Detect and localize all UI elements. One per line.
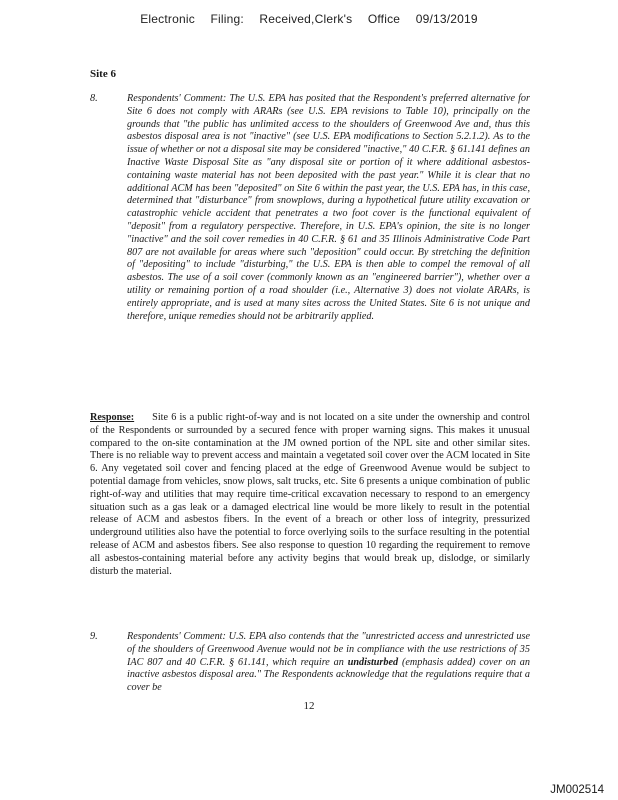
response-label: Response:	[90, 412, 135, 423]
section-title: Site 6	[90, 68, 116, 80]
comment-text: Respondents' Comment: The U.S. EPA has posited that the Respondent's preferred alternative for Site 6 does not comply with ARARs (see U.S. EPA revisions to Table 10), principally on the grounds that "the public has unlimited access to the shoulders of Greenwood Ave and, thus this asbestos disposal area is not "inactive" (see U.S. EPA modifications to Section 5.2.1.2). As to the issue of whether or not a disposal site may be considered "inactive," 40 C.F.R. § 61.141 defines an Inactive Waste Disposal Site as "any disposal site or portion of it where additional asbestos-containing waste material has not been deposited with the past year." While it is clear that no additional ACM has been "deposited" on Site 6 within the past year, the U.S. EPA has, in this case, determined that "disturbance" from snowplows, during a hypothetical future utility excavation or catastrophic vehicle accident that penetrates a two foot cover is the functional equivalent of "deposit" from a regulatory perspective. Therefore, in U.S. EPA's opinion, the site is no longer "inactive" and the soil cover remedies in 40 C.F.R. § 61 and 35 Illinois Administrative Code Part 807 are not available for areas where such "deposition" could occur. By stretching the definition of "depositing" to include "disturbing," the U.S. EPA is then able to compel the removal of all asbestos. The use of a soil cover (commonly known as an "engineered barrier"), whether over a utility or remaining portion of a road shoulder (i.e., Alternative 3) does not violate ARARs, is entirely appropriate, and is used at many sites across the United States. Site 6 is not unique and therefore, unique remedies should not be arbitrarily applied.	[127, 93, 530, 322]
response-paragraph	[90, 412, 530, 578]
comment-item-9	[90, 631, 530, 695]
comment-text-part: Respondents' Comment: U.S. EPA also contends that the "unrestricted access and unrestricted use of the shoulders of Greenwood Avenue would not be in compliance with the use restrictions of 35 IAC 807 and 40 C.F.R. § 61.141, which require an	[127, 631, 530, 668]
filing-date: 09/13/2019	[415, 12, 478, 26]
bates-number: JM002514	[550, 784, 604, 796]
page-number: 12	[303, 700, 315, 712]
item-number: 8.	[90, 93, 98, 104]
comment-item-8	[90, 93, 530, 323]
emphasis-text: undisturbed	[347, 656, 399, 668]
comment-text-part: (emphasis added) cover on an inactive asbestos disposal area." The Respondents acknowledge that the regulations require that a cover be	[127, 656, 530, 694]
response-text: Site 6 is a public right-of-way and is not located on a site under the ownership and control of the Respondents or surrounded by a secured fence with proper warning signs. This makes it unusual compared to the on-site contamination at the JM owned portion of the NPL site and other similar sites. There is no reliable way to prevent access and maintain a vegetated soil cover over the ACM located in Site 6. Any vegetated soil cover and fencing placed at the edge of Greenwood Avenue would be subject to potential damage from vehicles, snow plows, salt trucks, etc. Site 6 presents a unique combination of public right-of-way and utilities that may require time-critical excavation necessary to respond to an emergency situation such as a gas leak or a damaged electrical line would be more likely to result in the potential release of ACM and asbestos fibers. In the event of a breach or other loss of integrity, pressurized underground utilities also have the potential to force overlying soils to the surface resulting in the potential release of ACM and asbestos fibers. See also response to question 10 regarding the requirement to remove all asbestos-containing material before any activity begins that would break up, dislodge, or similarly disturb the material.	[90, 412, 530, 577]
item-number: 9.	[90, 631, 98, 642]
received-label: Received,Clerk's	[259, 12, 353, 26]
filing-label: Filing:	[210, 12, 244, 26]
office-label: Office	[367, 12, 401, 26]
comment-text	[127, 631, 530, 695]
filing-header	[0, 12, 618, 26]
filing-type: Electronic	[140, 12, 195, 26]
